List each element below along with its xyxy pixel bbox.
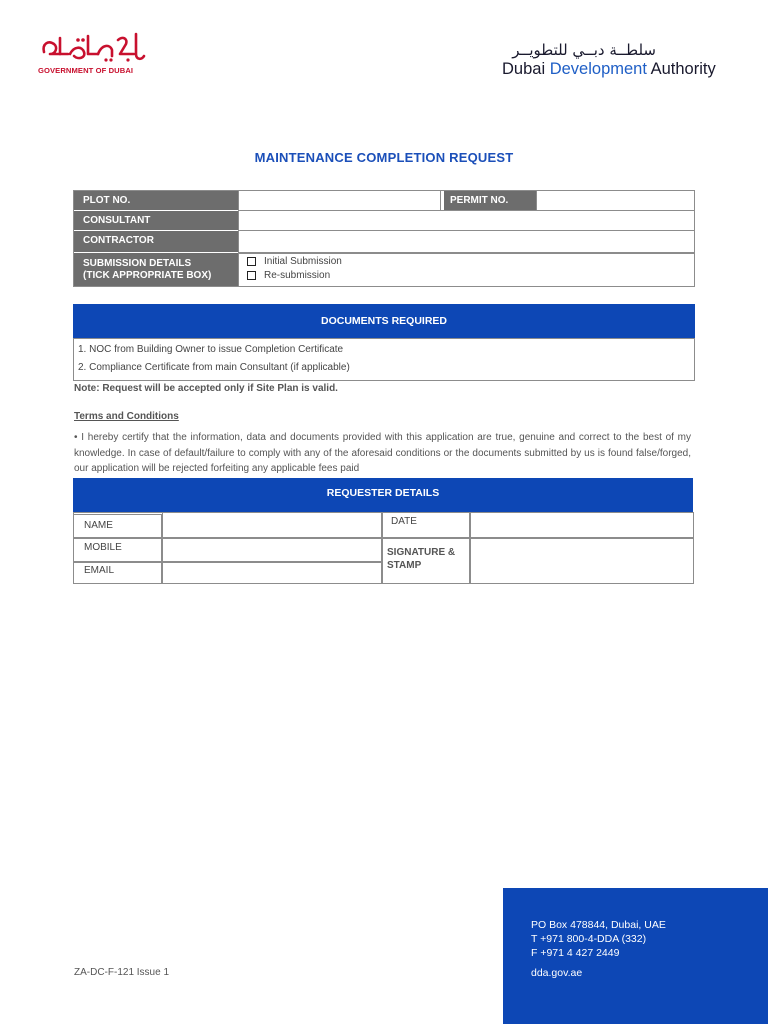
- dda-name-development: Development: [549, 60, 647, 78]
- submission-details-label-line2: (TICK APPROPRIATE BOX): [83, 270, 212, 281]
- document-item-2: 2. Compliance Certificate from main Consultant (if applicable): [78, 362, 350, 373]
- footer-address: PO Box 478844, Dubai, UAE: [531, 919, 666, 931]
- dda-english-name: [502, 60, 716, 79]
- consultant-field[interactable]: [238, 210, 695, 231]
- email-label: EMAIL: [84, 565, 115, 576]
- name-field[interactable]: [162, 512, 382, 538]
- footer-phone: T +971 800-4-DDA (332): [531, 933, 647, 945]
- government-of-dubai-arabic-calligraphy: [38, 30, 148, 64]
- submission-details-label-line1: SUBMISSION DETAILS: [83, 258, 192, 269]
- signature-stamp-label: [387, 546, 455, 572]
- dda-name-authority: Authority: [646, 60, 716, 78]
- terms-heading: Terms and Conditions: [74, 411, 179, 422]
- resubmission-label: Re-submission: [264, 270, 331, 281]
- consultant-label: CONSULTANT: [74, 211, 238, 230]
- document-item-1: 1. NOC from Building Owner to issue Completion Certificate: [78, 344, 344, 355]
- form-title: MAINTENANCE COMPLETION REQUEST: [254, 150, 514, 165]
- footer-fax: F +971 4 427 2449: [531, 947, 620, 959]
- requester-details-heading: REQUESTER DETAILS: [73, 478, 693, 512]
- initial-submission-label: Initial Submission: [264, 256, 342, 267]
- mobile-field[interactable]: [162, 538, 382, 562]
- name-label: NAME: [84, 520, 113, 531]
- date-label: DATE: [391, 516, 417, 527]
- signature-stamp-field[interactable]: [470, 538, 694, 584]
- dda-logo: [498, 38, 738, 84]
- permit-no-field[interactable]: [536, 190, 695, 211]
- terms-body: • I hereby certify that the information, data and documents provided with this application are true, genuine and correct to the best of my knowledge. In case of default/failure to comply with any of the aforesaid conditions or the documents submitted by us is found false/forged, our application will be rejected forfeiting any applicable fees paid: [74, 432, 691, 474]
- plot-no-field[interactable]: [238, 190, 441, 211]
- resubmission-checkbox[interactable]: [247, 271, 256, 280]
- date-field[interactable]: [470, 512, 694, 538]
- submission-details-label: [74, 253, 238, 286]
- dda-arabic-wordmark: [506, 38, 656, 60]
- mobile-label: MOBILE: [84, 542, 122, 553]
- documents-note: Note: Request will be accepted only if Site Plan is valid.: [74, 383, 338, 394]
- footer-website-link[interactable]: dda.gov.ae: [531, 967, 583, 979]
- initial-submission-checkbox[interactable]: [247, 257, 256, 266]
- permit-no-label: PERMIT NO.: [444, 191, 536, 210]
- documents-required-heading: DOCUMENTS REQUIRED: [73, 304, 695, 338]
- government-of-dubai-caption: GOVERNMENT OF DUBAI: [38, 66, 134, 75]
- dda-name-dubai: Dubai: [502, 60, 550, 78]
- plot-no-label: PLOT NO.: [74, 191, 238, 210]
- signature-label-line1: SIGNATURE &: [387, 547, 456, 558]
- signature-label-line2: STAMP: [387, 560, 422, 571]
- government-of-dubai-logo: [38, 30, 148, 80]
- contractor-field[interactable]: [238, 230, 695, 253]
- contractor-label: CONTRACTOR: [74, 231, 238, 252]
- dda-arabic-text: سلطــة دبــي للتطويــر: [512, 41, 656, 59]
- email-field[interactable]: [162, 562, 382, 584]
- document-code: ZA-DC-F-121 Issue 1: [74, 967, 170, 978]
